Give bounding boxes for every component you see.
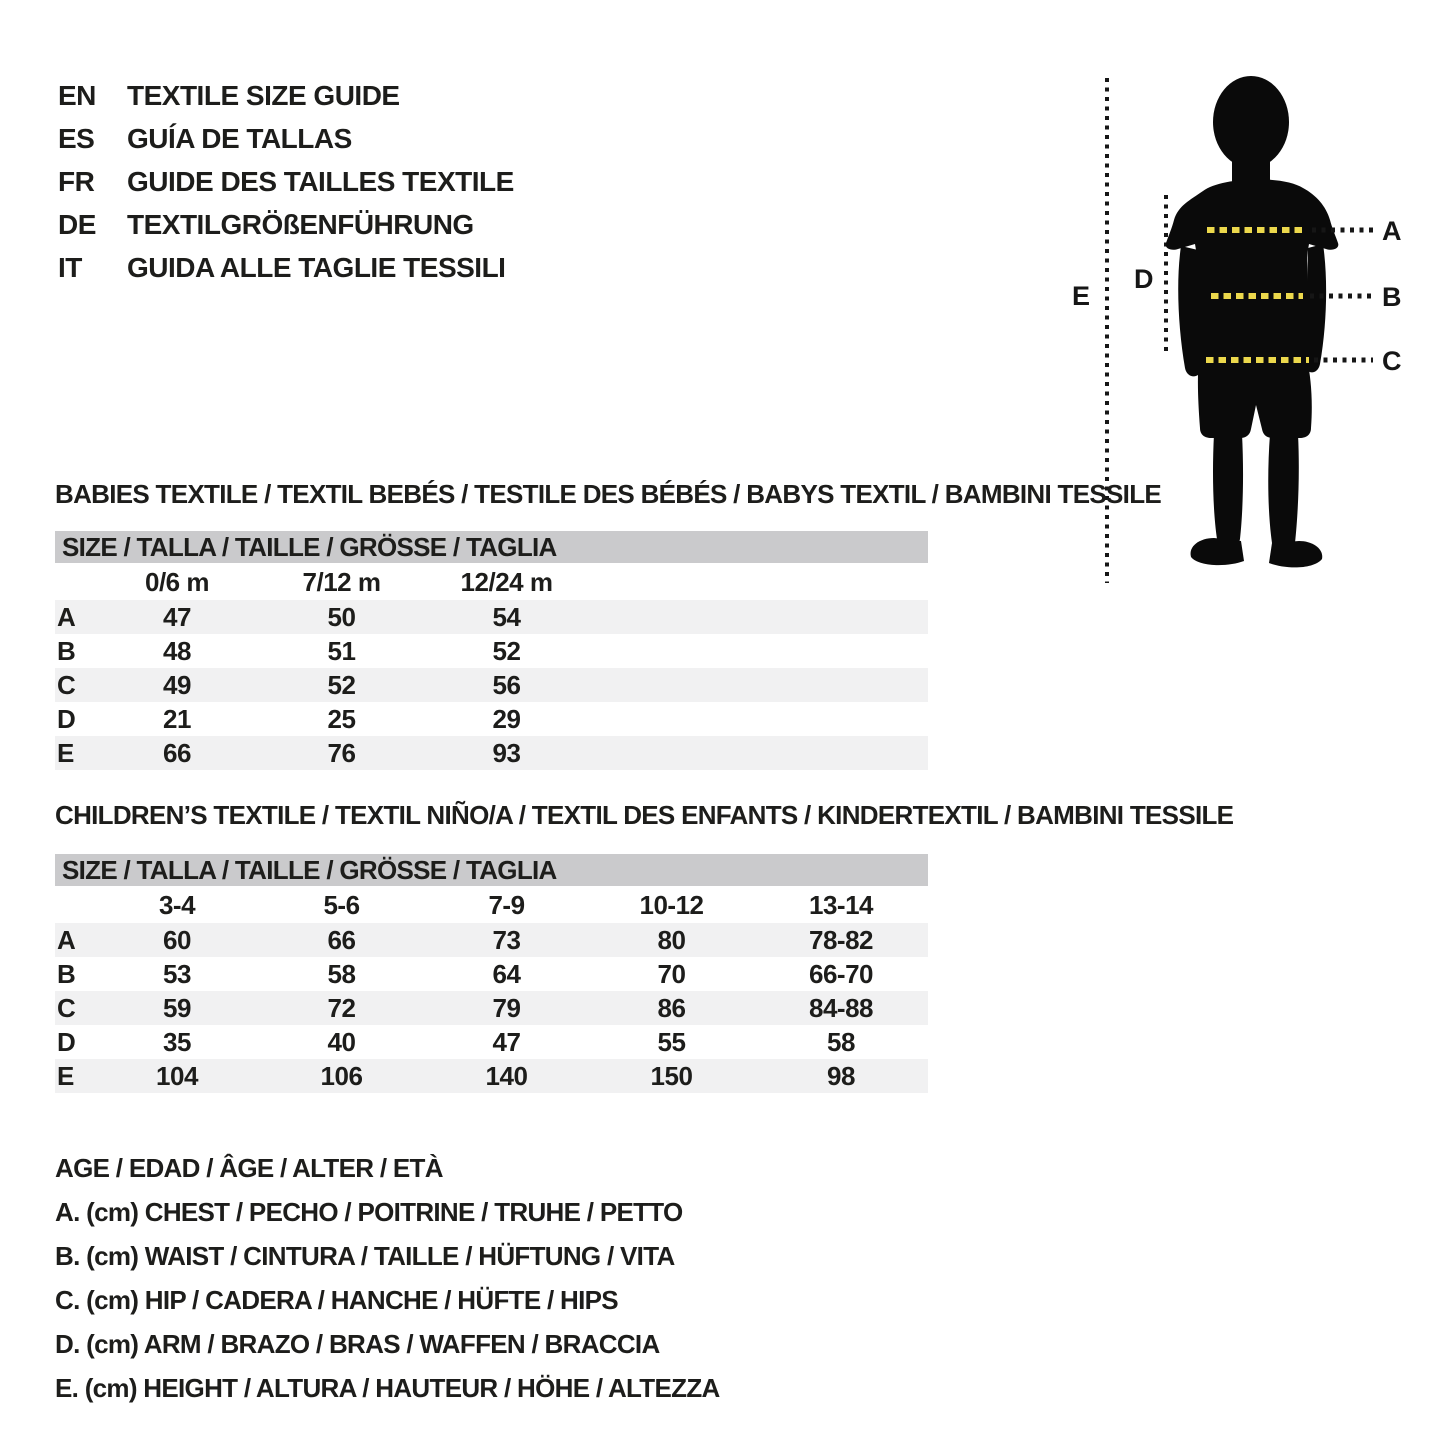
row-label: A — [57, 602, 76, 632]
lang-code: IT — [58, 252, 82, 283]
table-cell: 59 — [163, 993, 191, 1023]
size-header-bar: SIZE / TALLA / TAILLE / GRÖSSE / TAGLIA — [55, 854, 928, 886]
legend-line-height: E. (cm) HEIGHT / ALTURA / HAUTEUR / HÖHE / ALTEZZA — [55, 1373, 720, 1403]
child-silhouette-figure — [1060, 60, 1445, 600]
table-row — [55, 668, 928, 702]
table-cell: 49 — [163, 670, 191, 700]
table-cell: 35 — [163, 1027, 191, 1057]
silhouette-neck — [1232, 150, 1270, 184]
column-header: 7/12 m — [302, 566, 381, 597]
measurement-legend — [55, 1146, 720, 1410]
measure-label-b: B — [1382, 282, 1402, 312]
table-cell: 47 — [163, 602, 191, 632]
table-row — [55, 923, 928, 957]
row-label: B — [57, 636, 76, 666]
table-cell: 50 — [327, 602, 356, 632]
size-header-bar: SIZE / TALLA / TAILLE / GRÖSSE / TAGLIA — [55, 531, 928, 563]
table-cell: 56 — [492, 670, 521, 700]
measure-label-d: D — [1134, 264, 1154, 294]
column-header: 7-9 — [488, 889, 525, 920]
row-label: B — [57, 959, 76, 989]
column-header: 12/24 m — [460, 566, 553, 597]
title-row-it — [58, 246, 514, 289]
babies-size-table — [55, 531, 928, 770]
lang-code: DE — [58, 209, 96, 240]
table-cell: 60 — [163, 925, 191, 955]
children-textile-section — [55, 800, 1234, 1093]
column-header: 3-4 — [158, 889, 196, 920]
guide-title: GUÍA DE TALLAS — [127, 123, 352, 154]
measure-label-e: E — [1072, 281, 1091, 311]
table-cell: 79 — [492, 993, 521, 1023]
title-row-de — [58, 203, 514, 246]
table-row — [55, 702, 928, 736]
table-cell: 29 — [492, 704, 521, 734]
silhouette-right-arm — [1305, 244, 1326, 372]
row-label: D — [57, 1027, 76, 1057]
silhouette-left-leg — [1213, 434, 1243, 546]
row-label: C — [57, 670, 76, 700]
table-row — [55, 1059, 928, 1093]
table-cell: 40 — [327, 1027, 356, 1057]
table-cell: 52 — [327, 670, 356, 700]
table-cell: 52 — [492, 636, 521, 666]
column-header: 5-6 — [323, 889, 360, 920]
table-cell: 66-70 — [809, 959, 873, 989]
table-row — [55, 736, 928, 770]
babies-textile-section — [55, 479, 1162, 770]
legend-line-waist: B. (cm) WAIST / CINTURA / TAILLE / HÜFTUNG / VITA — [55, 1241, 675, 1271]
table-cell: 73 — [492, 925, 521, 955]
children-size-table — [55, 854, 928, 1093]
table-cell: 80 — [657, 925, 686, 955]
table-cell: 84-88 — [809, 993, 873, 1023]
table-cell: 93 — [492, 738, 521, 768]
table-cell: 48 — [163, 636, 191, 666]
babies-section-title: BABIES TEXTILE / TEXTIL BEBÉS / TESTILE DES BÉBÉS / BABYS TEXTIL / BAMBINI TESSILE — [55, 479, 1162, 509]
children-section-title: CHILDREN’S TEXTILE / TEXTIL NIÑO/A / TEXTIL DES ENFANTS / KINDERTEXTIL / BAMBINI TESSILE — [55, 800, 1234, 830]
table-cell: 70 — [657, 959, 686, 989]
table-cell: 98 — [827, 1061, 855, 1091]
table-cell: 55 — [657, 1027, 686, 1057]
table-cell: 64 — [492, 959, 521, 989]
table-cell: 58 — [827, 1027, 855, 1057]
table-cell: 72 — [327, 993, 356, 1023]
table-row — [55, 600, 928, 634]
guide-title: TEXTILGRÖßENFÜHRUNG — [127, 209, 474, 240]
table-cell: 150 — [650, 1061, 693, 1091]
silhouette-right-leg — [1268, 434, 1299, 550]
lang-code: ES — [58, 123, 95, 154]
guide-title: TEXTILE SIZE GUIDE — [127, 80, 400, 111]
table-cell: 51 — [327, 636, 356, 666]
table-cell: 66 — [327, 925, 356, 955]
table-cell: 86 — [657, 993, 686, 1023]
silhouette-shorts — [1198, 359, 1312, 438]
legend-line-arm: D. (cm) ARM / BRAZO / BRAS / WAFFEN / BRACCIA — [55, 1329, 660, 1359]
title-row-en — [58, 74, 514, 117]
table-row — [55, 957, 928, 991]
table-cell: 54 — [492, 602, 521, 632]
title-block — [58, 74, 514, 289]
row-label: E — [57, 1061, 74, 1091]
column-header: 13-14 — [809, 889, 873, 920]
guide-title: GUIDA ALLE TAGLIE TESSILI — [127, 252, 506, 283]
table-row — [55, 634, 928, 668]
row-label: D — [57, 704, 76, 734]
table-cell: 25 — [327, 704, 356, 734]
table-row — [55, 991, 928, 1025]
measure-label-c: C — [1382, 346, 1402, 376]
table-cell: 21 — [163, 704, 191, 734]
guide-title: GUIDE DES TAILLES TEXTILE — [127, 166, 514, 197]
table-cell: 104 — [156, 1061, 198, 1091]
table-cell: 76 — [327, 738, 356, 768]
measure-label-a: A — [1382, 216, 1402, 246]
children-column-header-row — [55, 886, 928, 923]
silhouette-left-arm — [1178, 246, 1201, 376]
table-cell: 66 — [163, 738, 191, 768]
table-cell: 58 — [327, 959, 356, 989]
title-row-fr — [58, 160, 514, 203]
row-label: E — [57, 738, 74, 768]
lang-code: FR — [58, 166, 95, 197]
table-row — [55, 1025, 928, 1059]
legend-line-age: AGE / EDAD / ÂGE / ALTER / ETÀ — [55, 1153, 443, 1183]
legend-line-hip: C. (cm) HIP / CADERA / HANCHE / HÜFTE / HIPS — [55, 1285, 618, 1315]
column-header: 0/6 m — [145, 566, 209, 597]
silhouette-left-shoe — [1191, 538, 1244, 565]
child-silhouette — [1166, 76, 1339, 567]
table-cell: 106 — [320, 1061, 363, 1091]
row-label: C — [57, 993, 76, 1023]
babies-column-header-row — [55, 563, 928, 600]
table-cell: 47 — [492, 1027, 521, 1057]
column-header: 10-12 — [639, 889, 704, 920]
title-row-es — [58, 117, 514, 160]
lang-code: EN — [58, 80, 96, 111]
table-cell: 78-82 — [809, 925, 873, 955]
row-label: A — [57, 925, 76, 955]
legend-line-chest: A. (cm) CHEST / PECHO / POITRINE / TRUHE / PETTO — [55, 1197, 683, 1227]
table-cell: 140 — [485, 1061, 528, 1091]
table-cell: 53 — [163, 959, 191, 989]
silhouette-right-shoe — [1269, 541, 1322, 567]
